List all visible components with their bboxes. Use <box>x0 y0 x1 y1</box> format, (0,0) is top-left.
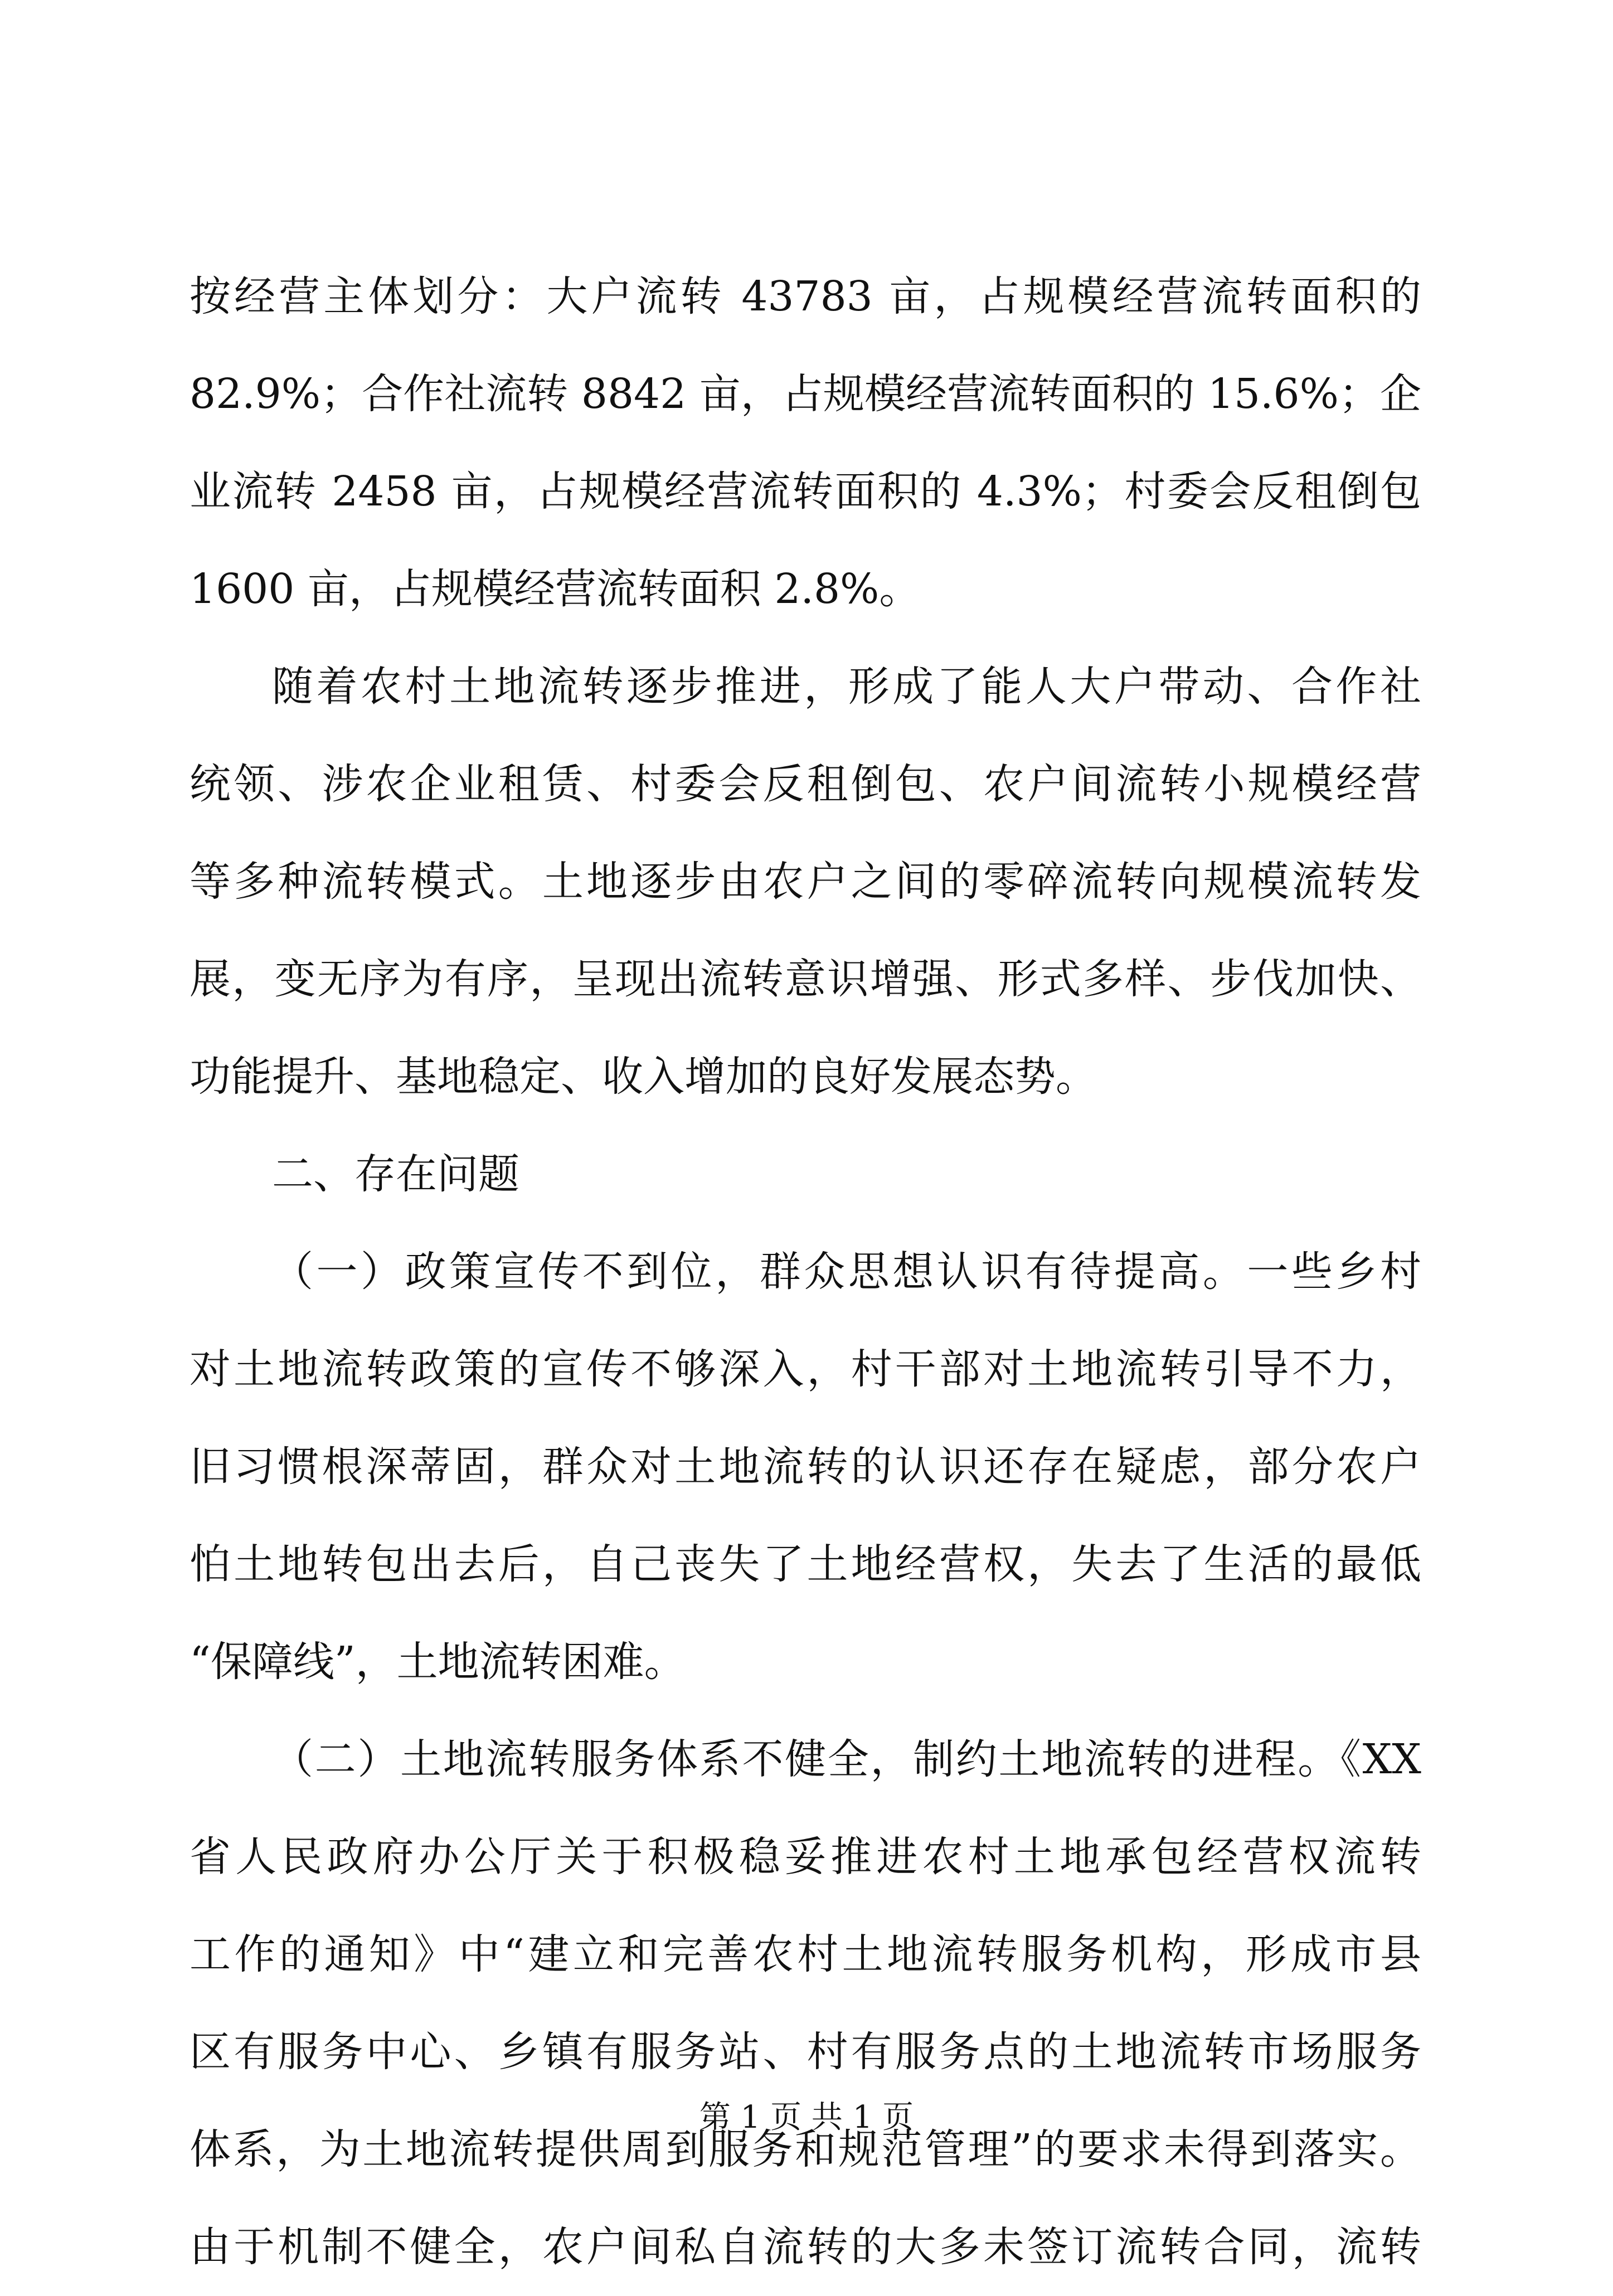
text-line: “保障线”，土地流转困难。 <box>190 1638 686 1686</box>
text-line: 等多种流转模式。土地逐步由农户之间的零碎流转向规模流转发 <box>190 858 1421 906</box>
text-line: 体系，为土地流转提供周到服务和规范管理”的要求未得到落实。 <box>190 2125 1421 2173</box>
text-line: （一）政策宣传不到位，群众思想认识有待提高。一些乡村 <box>272 1248 1421 1296</box>
text-line: 区有服务中心、乡镇有服务站、村有服务点的土地流转市场服务 <box>190 2028 1421 2076</box>
text-line: 随着农村土地流转逐步推进，形成了能人大户带动、合作社 <box>272 663 1421 711</box>
text-line: 怕土地转包出去后，自己丧失了土地经营权，失去了生活的最低 <box>190 1540 1421 1588</box>
page-footer: 第 1 页 共 1 页 <box>699 2099 914 2136</box>
text-line: 82.9%；合作社流转 8842 亩，占规模经营流转面积的 15.6%；企 <box>190 370 1421 418</box>
text-line: 功能提升、基地稳定、收入增加的良好发展态势。 <box>190 1053 1097 1101</box>
section-heading: 二、存在问题 <box>272 1150 519 1198</box>
text-line: 旧习惯根深蒂固，群众对土地流转的认识还存在疑虑，部分农户 <box>190 1443 1421 1491</box>
text-line: 由于机制不健全，农户间私自流转的大多未签订流转合同，流转 <box>190 2223 1421 2271</box>
text-line: 对土地流转政策的宣传不够深入，村干部对土地流转引导不力， <box>190 1345 1421 1393</box>
text-line: （二）土地流转服务体系不健全，制约土地流转的进程。《XX <box>272 1735 1421 1783</box>
text-line: 省人民政府办公厅关于积极稳妥推进农村土地承包经营权流转 <box>190 1833 1421 1881</box>
text-line: 业流转 2458 亩，占规模经营流转面积的 4.3%；村委会反租倒包 <box>190 468 1421 515</box>
text-line: 按经营主体划分：大户流转 43783 亩，占规模经营流转面积的 <box>190 273 1421 320</box>
text-line: 工作的通知》中“建立和完善农村土地流转服务机构，形成市县 <box>190 1930 1421 1978</box>
text-line: 1600 亩，占规模经营流转面积 2.8%。 <box>190 565 921 613</box>
text-line: 统领、涉农企业租赁、村委会反租倒包、农户间流转小规模经营 <box>190 760 1421 808</box>
document-body <box>190 248 1421 2296</box>
text-line: 展，变无序为有序，呈现出流转意识增强、形式多样、步伐加快、 <box>190 955 1421 1003</box>
